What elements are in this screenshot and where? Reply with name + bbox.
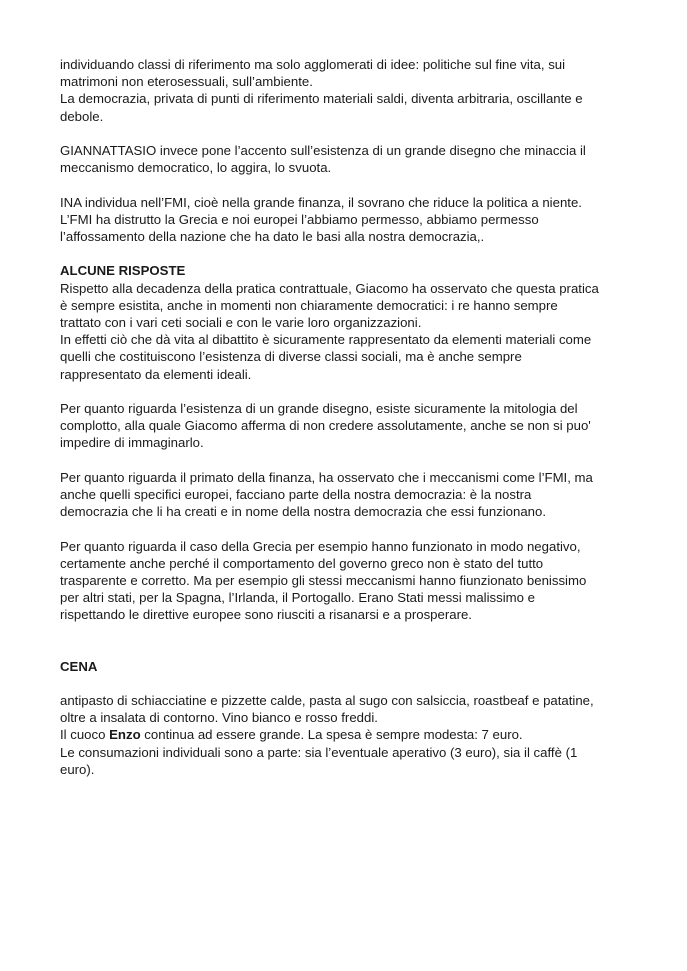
paragraph-spacer bbox=[60, 245, 632, 262]
paragraph-spacer bbox=[60, 452, 632, 469]
paragraph-spacer bbox=[60, 176, 632, 193]
text-line: trattato con i vari ceti sociali e con le varie loro organizzazioni. bbox=[60, 315, 422, 330]
text-line: Per quanto riguarda il caso della Grecia per esempio hanno funzionato in modo negativo, bbox=[60, 538, 581, 554]
text-line: anche quelli specifici europei, facciano parte della nostra democrazia: è la nostra bbox=[60, 487, 532, 502]
text-line: euro). bbox=[60, 761, 95, 777]
text-line: è sempre esistita, anche in momenti non chiaramente democratici: i re hanno sempre bbox=[60, 297, 558, 313]
section-heading-cena: CENA bbox=[60, 658, 98, 674]
document-page bbox=[60, 56, 632, 778]
paragraph-spacer bbox=[60, 624, 632, 658]
text-line: certamente anche perché il comportamento del governo greco non è stato del tutto bbox=[60, 555, 544, 571]
paragraph-spacer bbox=[60, 675, 632, 692]
paragraph-spacer bbox=[60, 520, 632, 537]
text-line: Le consumazioni individuali sono a parte: sia l’eventuale aperativo (3 euro), sia il caffè (1 bbox=[60, 744, 578, 760]
text-line: per altri stati, per la Spagna, l’Irlanda, il Portogallo. Erano Stati messi malissimo e bbox=[60, 590, 535, 606]
text-line: trasparente e corretto. Ma per esempio gli stessi meccanismi hanno fiunzionato benissimo bbox=[60, 573, 587, 588]
text-line: Rispetto alla decadenza della pratica contrattuale, Giacomo ha osservato che questa pratica bbox=[60, 280, 599, 296]
section-heading-risposte: ALCUNE RISPOSTE bbox=[60, 263, 186, 279]
text-line: l’affossamento della nazione che ha dato le basi alla nostra democrazia,. bbox=[60, 229, 485, 244]
text-line-cook bbox=[60, 726, 632, 743]
text-line: GIANNATTASIO invece pone l’accento sull’esistenza di un grande disegno che minaccia il bbox=[60, 143, 586, 158]
paragraph-spacer bbox=[60, 383, 632, 400]
text-line: La democrazia, privata di punti di riferimento materiali saldi, diventa arbitraria, oscillante e bbox=[60, 91, 583, 107]
text-line: rappresentato da elementi ideali. bbox=[60, 366, 252, 382]
text-line: antipasto di schiacciatine e pizzette calde, pasta al sugo con salsiccia, roastbeaf e patatine, bbox=[60, 693, 594, 708]
text-line: oltre a insalata di contorno. Vino bianco e rosso freddi. bbox=[60, 710, 378, 726]
text-line: quelli che costituiscono l’esistenza di diverse classi sociali, ma è anche sempre bbox=[60, 349, 522, 365]
text-line: matrimoni non eterosessuali, sull’ambiente. bbox=[60, 74, 313, 90]
text-line: Per quanto riguarda il primato della finanza, ha osservato che i meccanismi come l’FMI, ma bbox=[60, 469, 593, 485]
text-line: In effetti ciò che dà vita al dibattito è sicuramente rappresentato da elementi materiali come bbox=[60, 332, 592, 348]
text-line: democrazia che li ha creati e in nome della nostra democrazia che essi funzionano. bbox=[60, 504, 547, 520]
text-line: individuando classi di riferimento ma solo agglomerati di idee: politiche sul fine vita, sui bbox=[60, 57, 566, 72]
cook-prefix: Il cuoco bbox=[60, 727, 110, 743]
text-line: INA individua nell’FMI, cioè nella grande finanza, il sovrano che riduce la politica a niente. bbox=[60, 194, 582, 210]
text-line: impedire di immaginarlo. bbox=[60, 435, 204, 451]
text-line: debole. bbox=[60, 108, 104, 124]
text-line: L’FMI ha distrutto la Grecia e noi europei l’abbiamo permesso, abbiamo permesso bbox=[60, 211, 539, 227]
cook-suffix: continua ad essere grande. La spesa è sempre modesta: 7 euro. bbox=[140, 727, 523, 743]
text-line: meccanismo democratico, lo aggira, lo svuota. bbox=[60, 160, 332, 176]
text-line: complotto, alla quale Giacomo afferma di non credere assolutamente, anche se non si puo' bbox=[60, 418, 591, 434]
text-line: rispettando le direttive europee sono riusciti a risanarsi e a prosperare. bbox=[60, 607, 472, 623]
paragraph-spacer bbox=[60, 125, 632, 142]
cook-name: Enzo bbox=[109, 727, 141, 743]
text-line: Per quanto riguarda l’esistenza di un grande disegno, esiste sicuramente la mitologia del bbox=[60, 401, 578, 416]
